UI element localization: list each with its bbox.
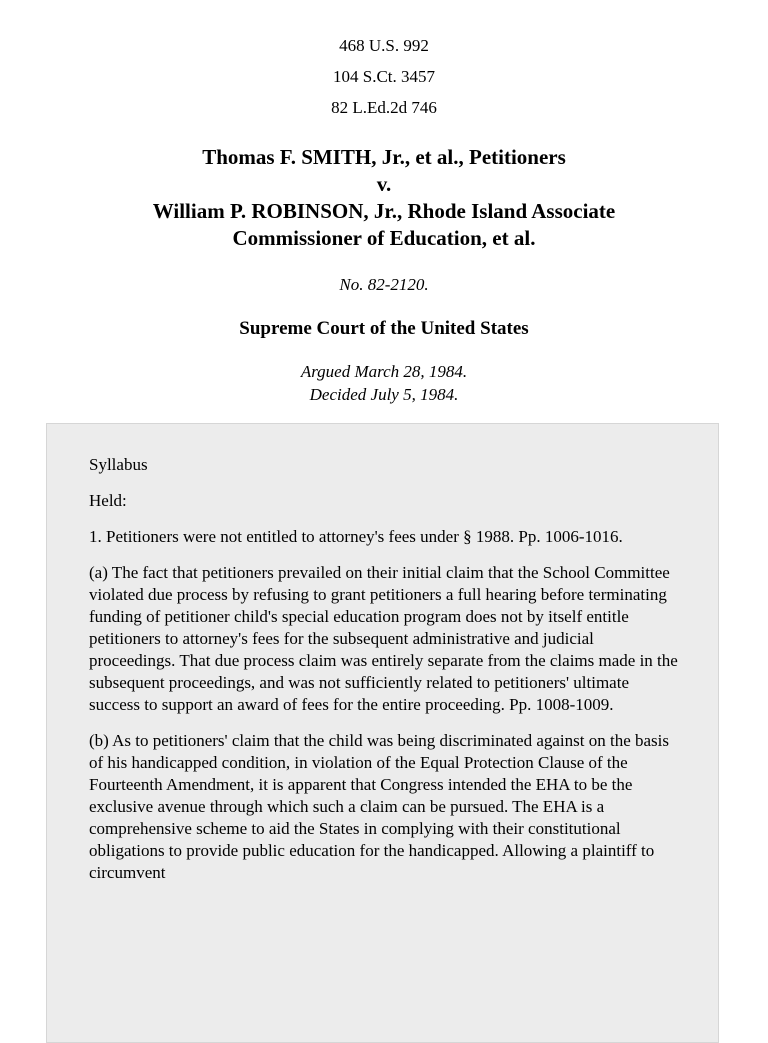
held-label: Held: bbox=[89, 491, 127, 510]
citation-us-reports: 468 U.S. 992 bbox=[339, 36, 429, 55]
syllabus-paragraph: 1. Petitioners were not entitled to attorney's fees under § 1988. Pp. 1006-1016. bbox=[89, 527, 623, 546]
case-title-line: v. bbox=[376, 172, 392, 196]
syllabus-paragraph: (a) The fact that petitioners prevailed on their initial claim that the School Committee violated due process by refusing to grant petitioners a full hearing before terminating funding of petitioner child's special education program does not by itself entitle petitioners to attorney's fees for the subsequent administrative and judicial proceedings. That due process claim was entirely separate from the claims made in the subsequent proceedings, and was not sufficiently related to petitioners' ultimate success to support an award of fees for the entire proceeding. Pp. 1008-1009. bbox=[89, 563, 678, 714]
syllabus-heading: Syllabus bbox=[89, 455, 148, 474]
case-title-line: William P. ROBINSON, Jr., Rhode Island Associate bbox=[152, 199, 616, 223]
case-title-line: Thomas F. SMITH, Jr., et al., Petitioners bbox=[202, 145, 566, 169]
court-name: Supreme Court of the United States bbox=[239, 318, 529, 339]
syllabus-paragraph: (b) As to petitioners' claim that the child was being discriminated against on the basis of his handicapped condition, in violation of the Equal Protection Clause of the Fourteenth Amendment, it is apparent that Congress intended the EHA to be the exclusive avenue through which such a claim can be pursued. The EHA is a comprehensive scheme to aid the States in complying with their constitutional obligations to provide public education for the handicapped. Allowing a plaintiff to circumvent bbox=[89, 731, 669, 882]
syllabus-panel bbox=[46, 423, 719, 1043]
citation-supreme-court-reporter: 104 S.Ct. 3457 bbox=[332, 67, 436, 86]
docket-number: No. 82-2120. bbox=[339, 275, 429, 294]
citation-lawyers-edition: 82 L.Ed.2d 746 bbox=[331, 98, 437, 117]
case-title bbox=[60, 144, 708, 252]
case-title-line: Commissioner of Education, et al. bbox=[232, 226, 536, 250]
syllabus-content bbox=[89, 454, 679, 898]
case-dates bbox=[0, 360, 768, 406]
decided-date: Decided July 5, 1984. bbox=[309, 385, 459, 404]
argued-date: Argued March 28, 1984. bbox=[300, 362, 468, 381]
